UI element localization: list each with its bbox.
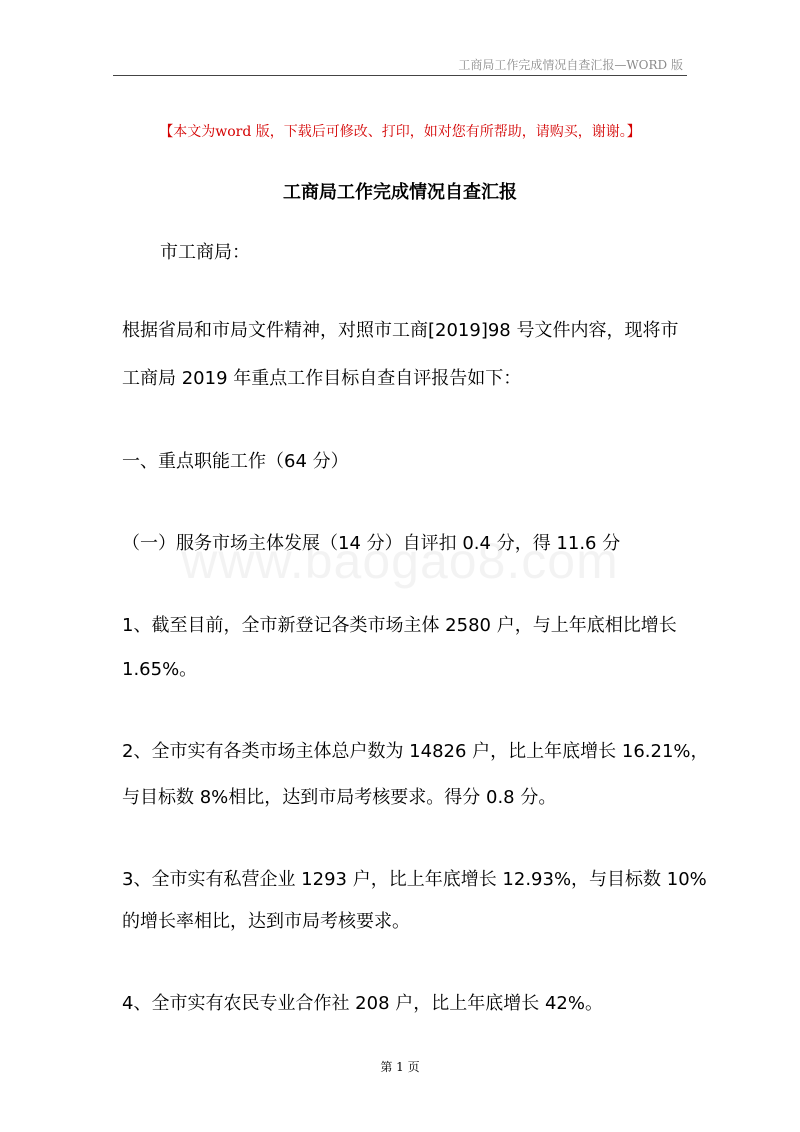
running-header: 工商局工作完成情况自查汇报—WORD 版 — [458, 58, 683, 72]
item-4-line-1: 4、全市实有农民专业合作社 208 户，比上年底增长 42%。 — [122, 993, 603, 1014]
page-number: 第 1 页 — [380, 1060, 420, 1074]
item-2-line-2: 与目标数 8%相比，达到市局考核要求。得分 0.8 分。 — [122, 787, 557, 808]
purchase-notice: 【本文为word 版，下载后可修改、打印，如对您有所帮助，请购买，谢谢。】 — [159, 124, 641, 140]
item-1-line-1: 1、截至目前，全市新登记各类市场主体 2580 户，与上年底相比增长 — [122, 615, 677, 636]
header-divider — [113, 75, 687, 76]
item-2-line-1: 2、全市实有各类市场主体总户数为 14826 户，比上年底增长 16.21%， — [122, 741, 709, 762]
section-heading: 一、重点职能工作（64 分） — [122, 451, 349, 472]
salutation: 市工商局： — [160, 242, 250, 263]
intro-line-1: 根据省局和市局文件精神，对照市工商[2019]98 号文件内容，现将市 — [122, 320, 679, 341]
watermark — [0, 532, 800, 590]
item-3-line-2: 的增长率相比，达到市局考核要求。 — [122, 911, 410, 932]
subsection-heading: （一）服务市场主体发展（14 分）自评扣 0.4 分，得 11.6 分 — [122, 533, 621, 554]
document-title: 工商局工作完成情况自查汇报 — [283, 182, 517, 203]
item-3-line-1: 3、全市实有私营企业 1293 户，比上年底增长 12.93%，与目标数 10% — [122, 869, 707, 890]
intro-line-2: 工商局 2019 年重点工作目标自查自评报告如下： — [122, 368, 522, 389]
item-1-line-2: 1.65%。 — [122, 659, 198, 680]
